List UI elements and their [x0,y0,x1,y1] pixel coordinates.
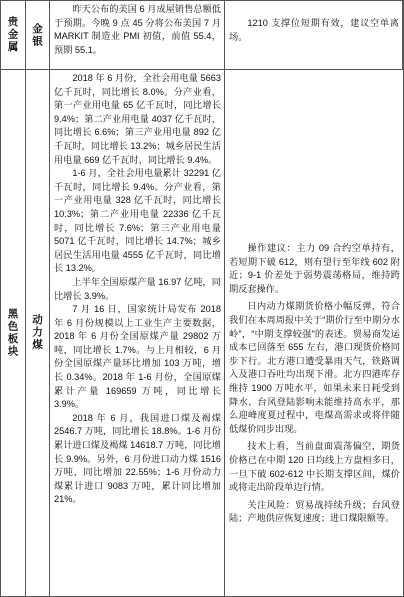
advice-paragraph: 日内动力煤期货价格小幅反弹，符合我们在本周周报中关于“期价行至中期分水岭”，“中期支撑较强”的表述。贸易商发运成本已回落至 655 左右，港口现货价格同步下行。北方港口遭受暴雨天气，铁路调入及港口吞吐均出现下滑。北方四港库存维持 1900 万吨水平，如果未来日耗受到降水、台风登陆影响未能维持高水平，那么迎峰度夏过程中，电煤高需求或将伴随低煤价同步出现。 [229,301,400,434]
fundamentals-cell-gold-silver [50,1,225,70]
advice-paragraph: 1210 支撑位短期有效，建议空单离场。 [229,18,399,42]
fundamentals-paragraph: 上半年全国原煤产量 16.97 亿吨，同比增长 3.9%。 [54,276,221,301]
advice-paragraph: 技术上看，当前盘面震荡偏空，期货价格已在中期 120 日均线上方盘桓多日，一旦下破 602-612 中长期支撑区间，煤价或将走出阶段单边行情。 [229,441,400,493]
item-cell-gold-silver [26,1,50,70]
category-label: 黑色板块 [6,308,19,358]
fundamentals-cell-thermal-coal [50,70,225,596]
fundamentals-paragraph: 2018 年 6 月份，全社会用电量 5663 亿千瓦时，同比增长 8.0%。分产业看，第一产业用电量 65 亿千瓦时，同比增长 9.4%；第二产业用电量 4037 亿千瓦时，同比增长 6.6%；第三产业用电量 892 亿千瓦时，同比增长 13.2%；城乡居民生活用电量 669 亿千瓦时，同比增长 9.4%。 [54,73,221,165]
fundamentals-paragraph: 昨天公布的美国 6 月成屋销售总额低于预期。今晚 9 点 45 分将公布美国 7 月 MARKIT 制造业 PMI 初值，前值 55.4，预期 55.1。 [54,4,221,55]
fundamentals-paragraph: 1-6 月，全社会用电量累计 32291 亿千瓦时，同比增长 9.4%。分产业看，第一产业用电量 328 亿千瓦时，同比增长 10.3%；第二产业用电量 22336 亿千瓦时，同比增长 7.6%；第三产业用电量 5071 亿千瓦时，同比增长 14.7%；城乡居民生活用电量 4555 亿千瓦时，同比增长 13.2%。 [54,168,221,274]
advice-cell-gold-silver [225,1,403,70]
advice-paragraph: 操作建议：主力 09 合约空单持有，若短期下破 612，则有望行至年线 602 附近；9-1 价差处于弱势震荡格局，维持跨期反套操作。 [229,243,400,294]
category-label: 贵金属 [6,16,19,54]
advice-cell-thermal-coal [225,70,403,596]
fundamentals-paragraph: 2018 年 6 月，我国进口煤及褐煤 2546.7 万吨，同比增长 18.8%。1-6 月份累计进口煤及褐煤 14618.7 万吨，同比增长 9.9%。另外，6 月份进口动力煤 1516 万吨，同比增加 22.55%；1-6 月份动力煤累计进口 9083 万吨，累计同比增加 21%。 [54,412,221,505]
category-cell-ferrous [1,70,26,596]
fundamentals-paragraph: 7 月 16 日，国家统计局发布 2018 年 6 月份规模以上工业生产主要数据，2018 年 6 月份全国原煤产量 29802 万吨，同比增长 1.7%。与上月相较，6 月份全国原煤产量环比增加 103 万吨，增长 0.34%。2018 年 1-6 月份，全国原煤累计产量 169659 万吨，同比增长 3.9%。 [54,304,221,410]
item-cell-thermal-coal [26,70,50,596]
category-cell-precious-metals [1,1,26,70]
item-label: 金银 [31,22,43,48]
advice-paragraph: 关注风险：贸易战持续升级；台风登陆；产地供应恢复速度；进口煤限额等。 [229,499,400,524]
item-label: 动力煤 [31,314,43,352]
